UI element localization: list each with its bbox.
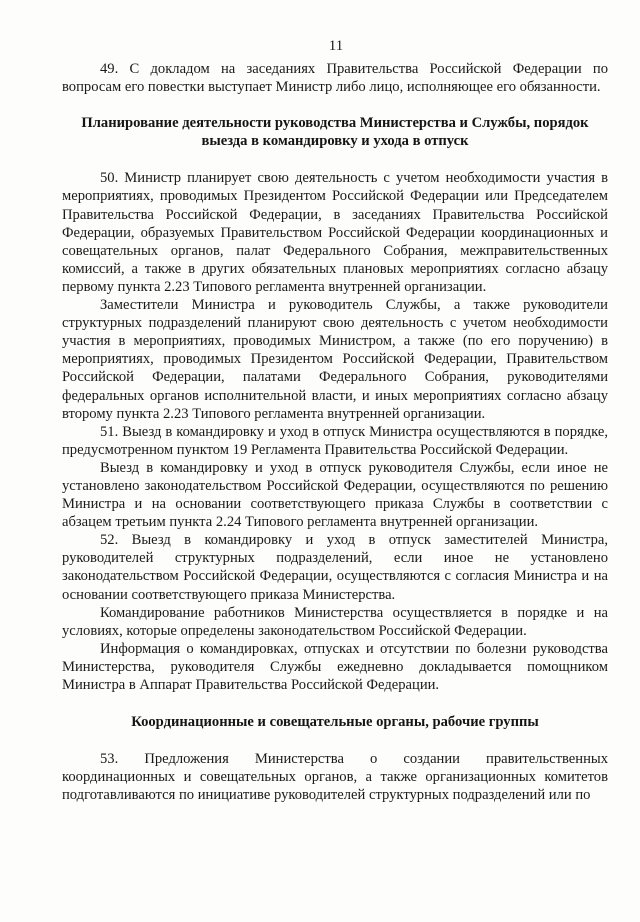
paragraph-52: 52. Выезд в командировку и уход в отпуск заместителей Министра, руководителей структурных подразделений, если иное не установлено законодательством Российской Федерации, осуществляются с согласия Министра и на основании соответствующего приказа Министерства. (62, 532, 608, 603)
paragraph-52-information: Информация о командировках, отпусках и отсутствии по болезни руководства Министерства, руководителя Службы ежедневно докладывается помощником Министра в Аппарат Правительства Российской Федерации. (62, 640, 608, 693)
section-heading-coordination: Координационные и совещательные органы, рабочие группы (131, 714, 539, 731)
paragraph-51-continued: Выезд в командировку и уход в отпуск руководителя Службы, если иное не установлено законодательством Российской Федерации, осуществляются по решению Министра и на основании соответствующего приказа Службы в соответствии с абзацем третьим пункта 2.24 Типового регламента внутренней организации. (62, 459, 608, 531)
paragraph-51: 51. Выезд в командировку и уход в отпуск Министра осуществляются в порядке, предусмотренном пунктом 19 Регламента Правительства Российской Федерации. (62, 423, 608, 458)
paragraph-53: 53. Предложения Министерства о создании правительственных координационных и совещательных органов, а также организационных комитетов подготавливаются по инициативе руководителей структурных подразделений или по (62, 751, 608, 804)
paragraph-50: 50. Министр планирует свою деятельность с учетом необходимости участия в мероприятиях, проводимых Президентом Российской Федерации или Председателем Правительства Российской Федерации, в заседаниях Правительства Российской Федерации, образуемых Правительством Российской Федерации координационных и совещательных органов, палат Федерального Собрания, межправительственных комиссий, а также в других обязательных плановых мероприятиях согласно абзацу первому пункта 2.23 Типового регламента внутренней организации. (62, 170, 608, 295)
document-body (62, 60, 608, 804)
paragraph-50-continued: Заместители Министра и руководитель Службы, а также руководители структурных подразделений планируют свою деятельность с учетом необходимости участия в мероприятиях, проводимых Министром, а также (по его поручению) в мероприятиях, проводимых Президентом Российской Федерации, Правительством Российской Федерации, палатами Федерального Собрания, руководителями федеральных органов исполнительной власти, и иных мероприятиях согласно абзацу второму пункта 2.23 Типового регламента внутренней организации. (62, 297, 608, 422)
paragraph-52-secondment: Командирование работников Министерства осуществляется в порядке и на условиях, которые определены законодательством Российской Федерации. (62, 604, 608, 639)
page-number: 11 (328, 38, 344, 54)
section-heading-planning: Планирование деятельности руководства Министерства и Службы, порядок выезда в командировку и ухода в отпуск (81, 115, 589, 150)
paragraph-49: 49. С докладом на заседаниях Правительства Российской Федерации по вопросам его повестки выступает Министр либо лицо, исполняющее его обязанности. (62, 61, 608, 96)
